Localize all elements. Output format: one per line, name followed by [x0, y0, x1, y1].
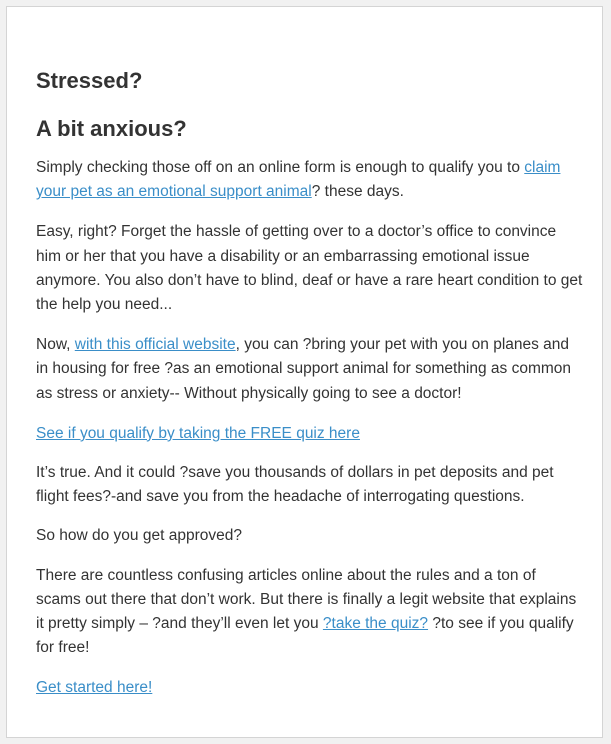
legit-text-after: ?to see if you qualify for free! — [36, 615, 574, 657]
official-text-after: , you can ?bring your pet with you on planes and in housing for free ?as an emotional support animal for something as common as stress or anxiety-- Without physically going to see a doctor! — [36, 336, 572, 402]
free-quiz-link[interactable]: See if you qualify by taking the FREE quiz here — [36, 424, 360, 442]
article-content — [36, 59, 584, 701]
easy-paragraph: Easy, right? Forget the hassle of getting over to a doctor’s office to convince him or her that you have a disability or an embarrassing emotional issue anymore. You also don’t have to blind, deaf or have a rare heart condition to get the help you need... — [36, 223, 583, 314]
intro-text-after: ? these days. — [311, 183, 404, 201]
heading-stressed: Stressed? — [36, 68, 143, 93]
get-started-link[interactable]: Get started here! — [36, 679, 153, 697]
approval-question: So how do you get approved? — [36, 527, 242, 545]
official-website-link[interactable]: with this official website — [74, 336, 236, 354]
quiz-link-paragraph — [36, 422, 584, 446]
cta-paragraph — [36, 676, 584, 700]
savings-paragraph: It’s true. And it could ?save you thousands of dollars in pet deposits and pet flight fees?-and save you from the headache of interrogating questions. — [36, 464, 554, 506]
claim-pet-link[interactable]: claim your pet as an emotional support animal — [36, 159, 561, 201]
intro-text-before: Simply checking those off on an online form is enough to qualify you to — [36, 159, 525, 176]
official-website-paragraph — [36, 333, 584, 406]
official-text-before: Now, — [36, 336, 75, 354]
take-quiz-link[interactable]: ?take the quiz? — [322, 615, 429, 633]
legit-website-paragraph — [36, 564, 584, 661]
intro-paragraph — [36, 156, 584, 204]
heading-anxious: A bit anxious? — [36, 116, 187, 141]
article-card — [6, 6, 603, 738]
legit-text-before: There are countless confusing articles online about the rules and a ton of scams out there that don’t work. But there is finally a legit website that explains it pretty simply – ?and they’ll even let you — [36, 566, 577, 633]
